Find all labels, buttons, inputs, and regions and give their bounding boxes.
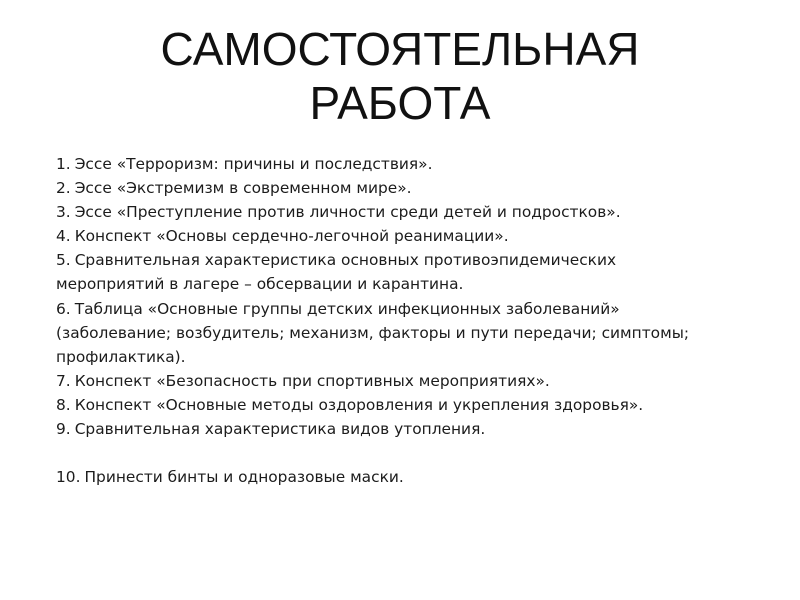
list-item <box>56 393 776 417</box>
item-text: Конспект «Основные методы оздоровления и укрепления здоровья». <box>74 395 644 414</box>
list-item <box>56 369 776 393</box>
list-item <box>56 417 776 441</box>
item-text: Сравнительная характеристика видов утопления. <box>74 420 486 439</box>
list-item <box>56 224 776 248</box>
list-item <box>56 152 776 176</box>
slide-title-line-1: САМОСТОЯТЕЛЬНАЯ <box>160 23 640 75</box>
item-text: Конспект «Основы сердечно-легочной реанимации». <box>74 227 509 246</box>
spacer <box>56 441 776 465</box>
item-text: Эссе «Терроризм: причины и последствия». <box>74 155 433 173</box>
slide-title-line-2: РАБОТА <box>309 77 491 129</box>
item-text-continuation: мероприятий в лагере – обсервации и карантина. <box>56 275 464 294</box>
item-number: 8. <box>56 395 71 414</box>
item-number: 10. <box>56 468 81 487</box>
item-number: 6. <box>56 299 71 318</box>
item-number: 4. <box>56 227 71 246</box>
item-number: 3. <box>56 203 71 222</box>
list-item <box>56 200 776 224</box>
item-text: Эссе «Преступление против личности среди детей и подростков». <box>74 203 621 222</box>
list-item <box>56 248 776 296</box>
item-number: 2. <box>56 179 71 198</box>
item-text: Конспект «Безопасность при спортивных мероприятиях». <box>74 371 550 390</box>
item-text-continuation: профилактика). <box>56 347 186 366</box>
item-text: Эссе «Экстремизм в современном мире». <box>74 179 412 198</box>
item-text-continuation: (заболевание; возбудитель; механизм, факторы и пути передачи; симптомы; <box>56 323 690 342</box>
list-item <box>56 465 776 489</box>
slide-title <box>0 22 800 130</box>
item-number: 5. <box>56 251 71 270</box>
item-number: 9. <box>56 420 71 439</box>
item-number: 7. <box>56 371 71 390</box>
list-item <box>56 176 776 200</box>
item-number: 1. <box>56 155 71 173</box>
list-item <box>56 297 776 369</box>
item-text: Таблица «Основные группы детских инфекционных заболеваний» <box>74 299 620 318</box>
item-text: Принести бинты и одноразовые маски. <box>84 468 404 487</box>
task-list <box>56 152 776 489</box>
item-text: Сравнительная характеристика основных противоэпидемических <box>74 251 617 270</box>
